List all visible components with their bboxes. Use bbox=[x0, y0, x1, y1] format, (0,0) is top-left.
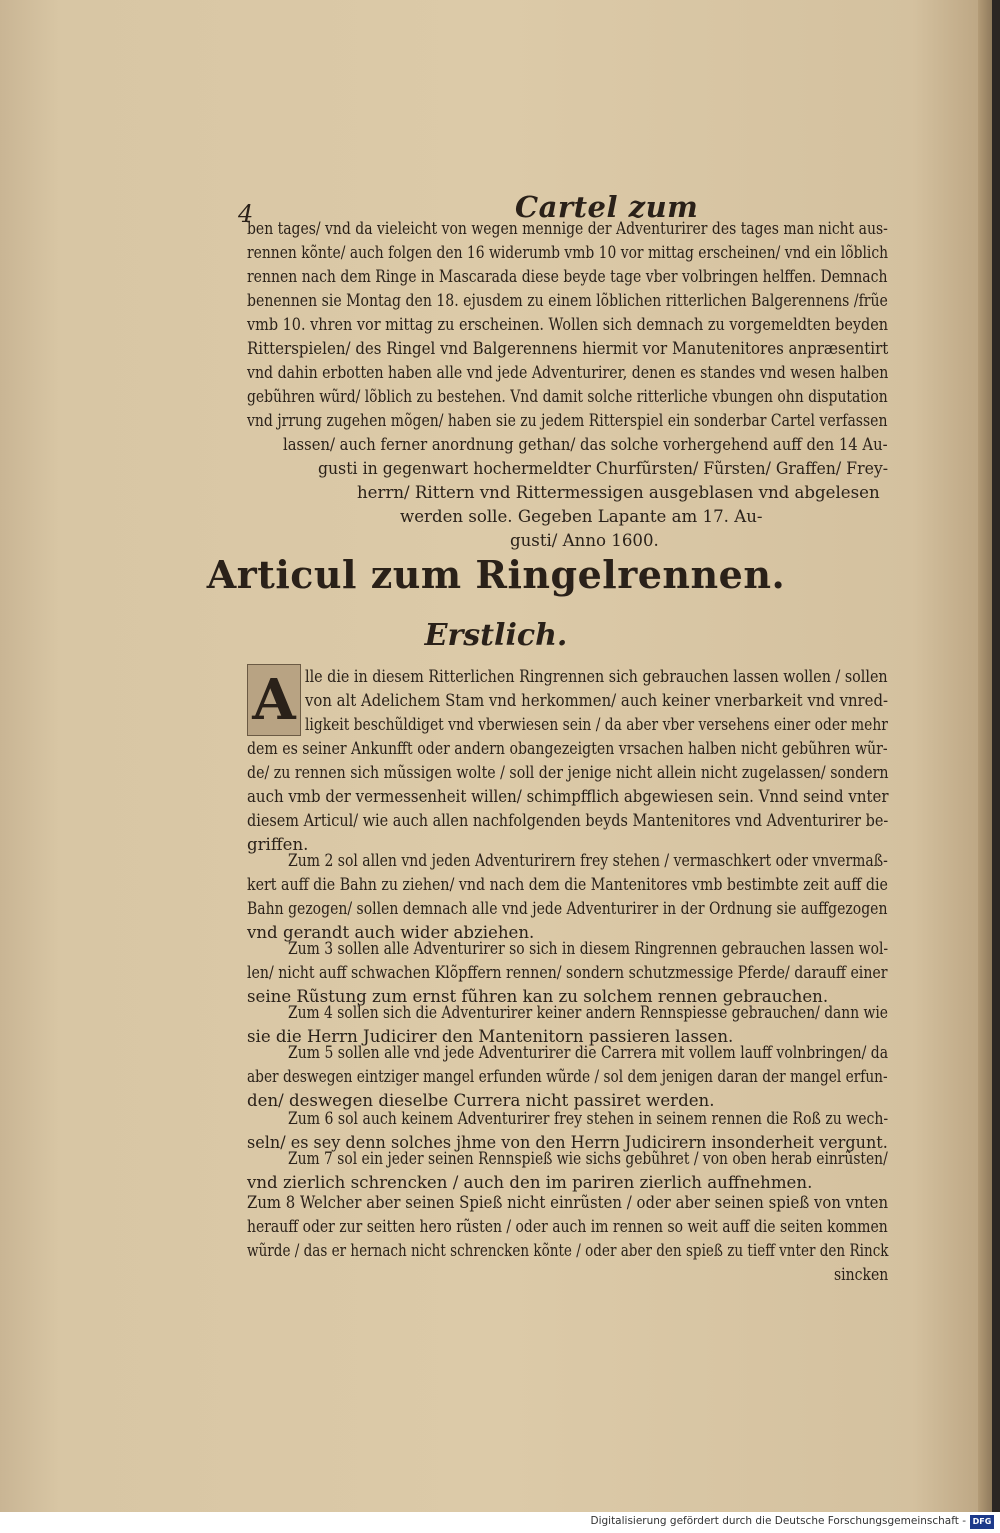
intro-line: ben tages/ vnd da vieleicht von wegen mennige der Adventurirer des tages man nicht aus- bbox=[247, 219, 888, 238]
body-line: aber deswegen eintziger mangel erfunden wũrde / sol dem jenigen daran der mangel erfun- bbox=[247, 1067, 888, 1086]
intro-line: vmb 10. vhren vor mittag zu erscheinen. Wollen sich demnach zu vorgemeldten beyden bbox=[247, 315, 889, 334]
body-line: ligkeit beschũldiget vnd vberwiesen sein / da aber vber versehens einer oder mehr bbox=[305, 715, 888, 734]
intro-line: werden solle. Gegeben Lapante am 17. Au- bbox=[400, 507, 763, 526]
footer-credit: Digitalisierung gefördert durch die Deutsche Forschungsgemeinschaft - bbox=[590, 1515, 966, 1527]
body-line: Zum 7 sol ein jeder seinen Rennspieß wie sichs gebũhret / von oben herab einrũsten/ bbox=[288, 1149, 888, 1168]
body-line: seine Rũstung zum ernst fũhren kan zu solchem rennen gebrauchen. bbox=[247, 987, 829, 1006]
catchword: sincken bbox=[834, 1265, 889, 1284]
body-line: len/ nicht auff schwachen Klõpffern rennen/ sondern schutzmessige Pferde/ darauff einer bbox=[247, 963, 888, 982]
section-heading: Articul zum Ringelrennen. bbox=[206, 552, 786, 597]
body-line: Bahn gezogen/ sollen demnach alle vnd jede Adventurirer in der Ordnung sie auffgezogen bbox=[247, 899, 888, 918]
intro-line: lassen/ auch ferner anordnung gethan/ das solche vorhergehend auff den 14 Au- bbox=[283, 435, 888, 454]
body-line: auch vmb der vermessenheit willen/ schimpfflich abgewiesen sein. Vnnd seind vnter bbox=[247, 787, 889, 806]
intro-line: vnd jrrung zugehen mõgen/ haben sie zu jedem Ritterspiel ein sonderbar Cartel verfassen bbox=[247, 411, 888, 430]
intro-line: gusti in gegenwart hochermeldter Churfũrsten/ Fũrsten/ Graffen/ Frey- bbox=[318, 459, 889, 478]
body-line: dem es seiner Ankunfft oder andern obangezeigten vrsachen halben nicht gebũhren wũr- bbox=[247, 739, 888, 758]
intro-line: vnd dahin erbotten haben alle vnd jede Adventurirer, denen es standes vnd wesen halben bbox=[247, 363, 889, 382]
body-line: sie die Herrn Judicirer den Mantenitorn passieren lassen. bbox=[247, 1027, 734, 1046]
body-line: Zum 8 Welcher aber seinen Spieß nicht einrũsten / oder aber seinen spieß von vnten bbox=[247, 1193, 889, 1212]
body-line: Zum 2 sol allen vnd jeden Adventurirern frey stehen / vermaschkert oder vnvermaß- bbox=[288, 851, 888, 870]
body-line: vnd gerandt auch wider abziehen. bbox=[247, 923, 535, 942]
dfg-logo: DFG bbox=[970, 1515, 994, 1529]
body-line: diesem Articul/ wie auch allen nachfolgenden beyds Mantenitores vnd Adventurirer be- bbox=[247, 811, 889, 830]
running-header: Cartel zum bbox=[515, 190, 699, 224]
intro-line: rennen kõnte/ auch folgen den 16 widerumb vmb 10 vor mittag erscheinen/ vnd ein lõblich bbox=[247, 243, 889, 262]
body-line: kert auff die Bahn zu ziehen/ vnd nach dem die Mantenitores vmb bestimbte zeit auff die bbox=[247, 875, 888, 894]
body-line: den/ deswegen dieselbe Currera nicht passiret werden. bbox=[247, 1091, 715, 1110]
section-subheading: Erstlich. bbox=[424, 618, 568, 653]
intro-line: gebũhren wũrd/ lõblich zu bestehen. Vnd damit solche ritterliche vbungen ohn disputation bbox=[247, 387, 888, 406]
body-line: wũrde / das er hernach nicht schrencken kõnte / oder aber den spieß zu tieff vnter den Rinck bbox=[247, 1241, 889, 1260]
body-line: Zum 6 sol auch keinem Adventurirer frey stehen in seinem rennen die Roß zu wech- bbox=[288, 1109, 889, 1128]
body-line: vnd zierlich schrencken / auch den im pariren zierlich auffnehmen. bbox=[247, 1173, 813, 1192]
intro-line: gusti/ Anno 1600. bbox=[510, 531, 659, 550]
body-line: Zum 4 sollen sich die Adventurirer keiner andern Rennspiesse gebrauchen/ dann wie bbox=[288, 1003, 888, 1022]
intro-line: herrn/ Rittern vnd Rittermessigen ausgeblasen vnd abgelesen bbox=[357, 483, 880, 502]
footer-bar bbox=[0, 1512, 1000, 1533]
intro-line: rennen nach dem Ringe in Mascarada diese beyde tage vber volbringen helffen. Demnach bbox=[247, 267, 888, 286]
body-line: von alt Adelichem Stam vnd herkommen/ auch keiner vnerbarkeit vnd vnred- bbox=[305, 691, 889, 710]
intro-line: Ritterspielen/ des Ringel vnd Balgerennens hiermit vor Manutenitores anpræsentirt bbox=[247, 339, 889, 358]
page-number: 4 bbox=[238, 200, 254, 228]
body-line: lle die in diesem Ritterlichen Ringrennen sich gebrauchen lassen wollen / sollen bbox=[305, 667, 888, 686]
body-line: de/ zu rennen sich mũssigen wolte / soll der jenige nicht allein nicht zugelassen/ sondern bbox=[247, 763, 889, 782]
body-line: herauff oder zur seitten hero rũsten / oder auch im rennen so weit auff die seiten kommen bbox=[247, 1217, 888, 1236]
decorated-initial: A bbox=[247, 664, 301, 736]
body-line: Zum 3 sollen alle Adventurirer so sich in diesem Ringrennen gebrauchen lassen wol- bbox=[288, 939, 889, 958]
body-line: Zum 5 sollen alle vnd jede Adventurirer die Carrera mit vollem lauff volnbringen/ da bbox=[288, 1043, 889, 1062]
body-line: seln/ es sey denn solches jhme von den Herrn Judicirern insonderheit vergunt. bbox=[247, 1133, 888, 1152]
page-edge bbox=[978, 0, 992, 1512]
intro-line: benennen sie Montag den 18. ejusdem zu einem lõblichen ritterlichen Balgerennens /frũe bbox=[247, 291, 888, 310]
body-line: griffen. bbox=[247, 835, 309, 854]
